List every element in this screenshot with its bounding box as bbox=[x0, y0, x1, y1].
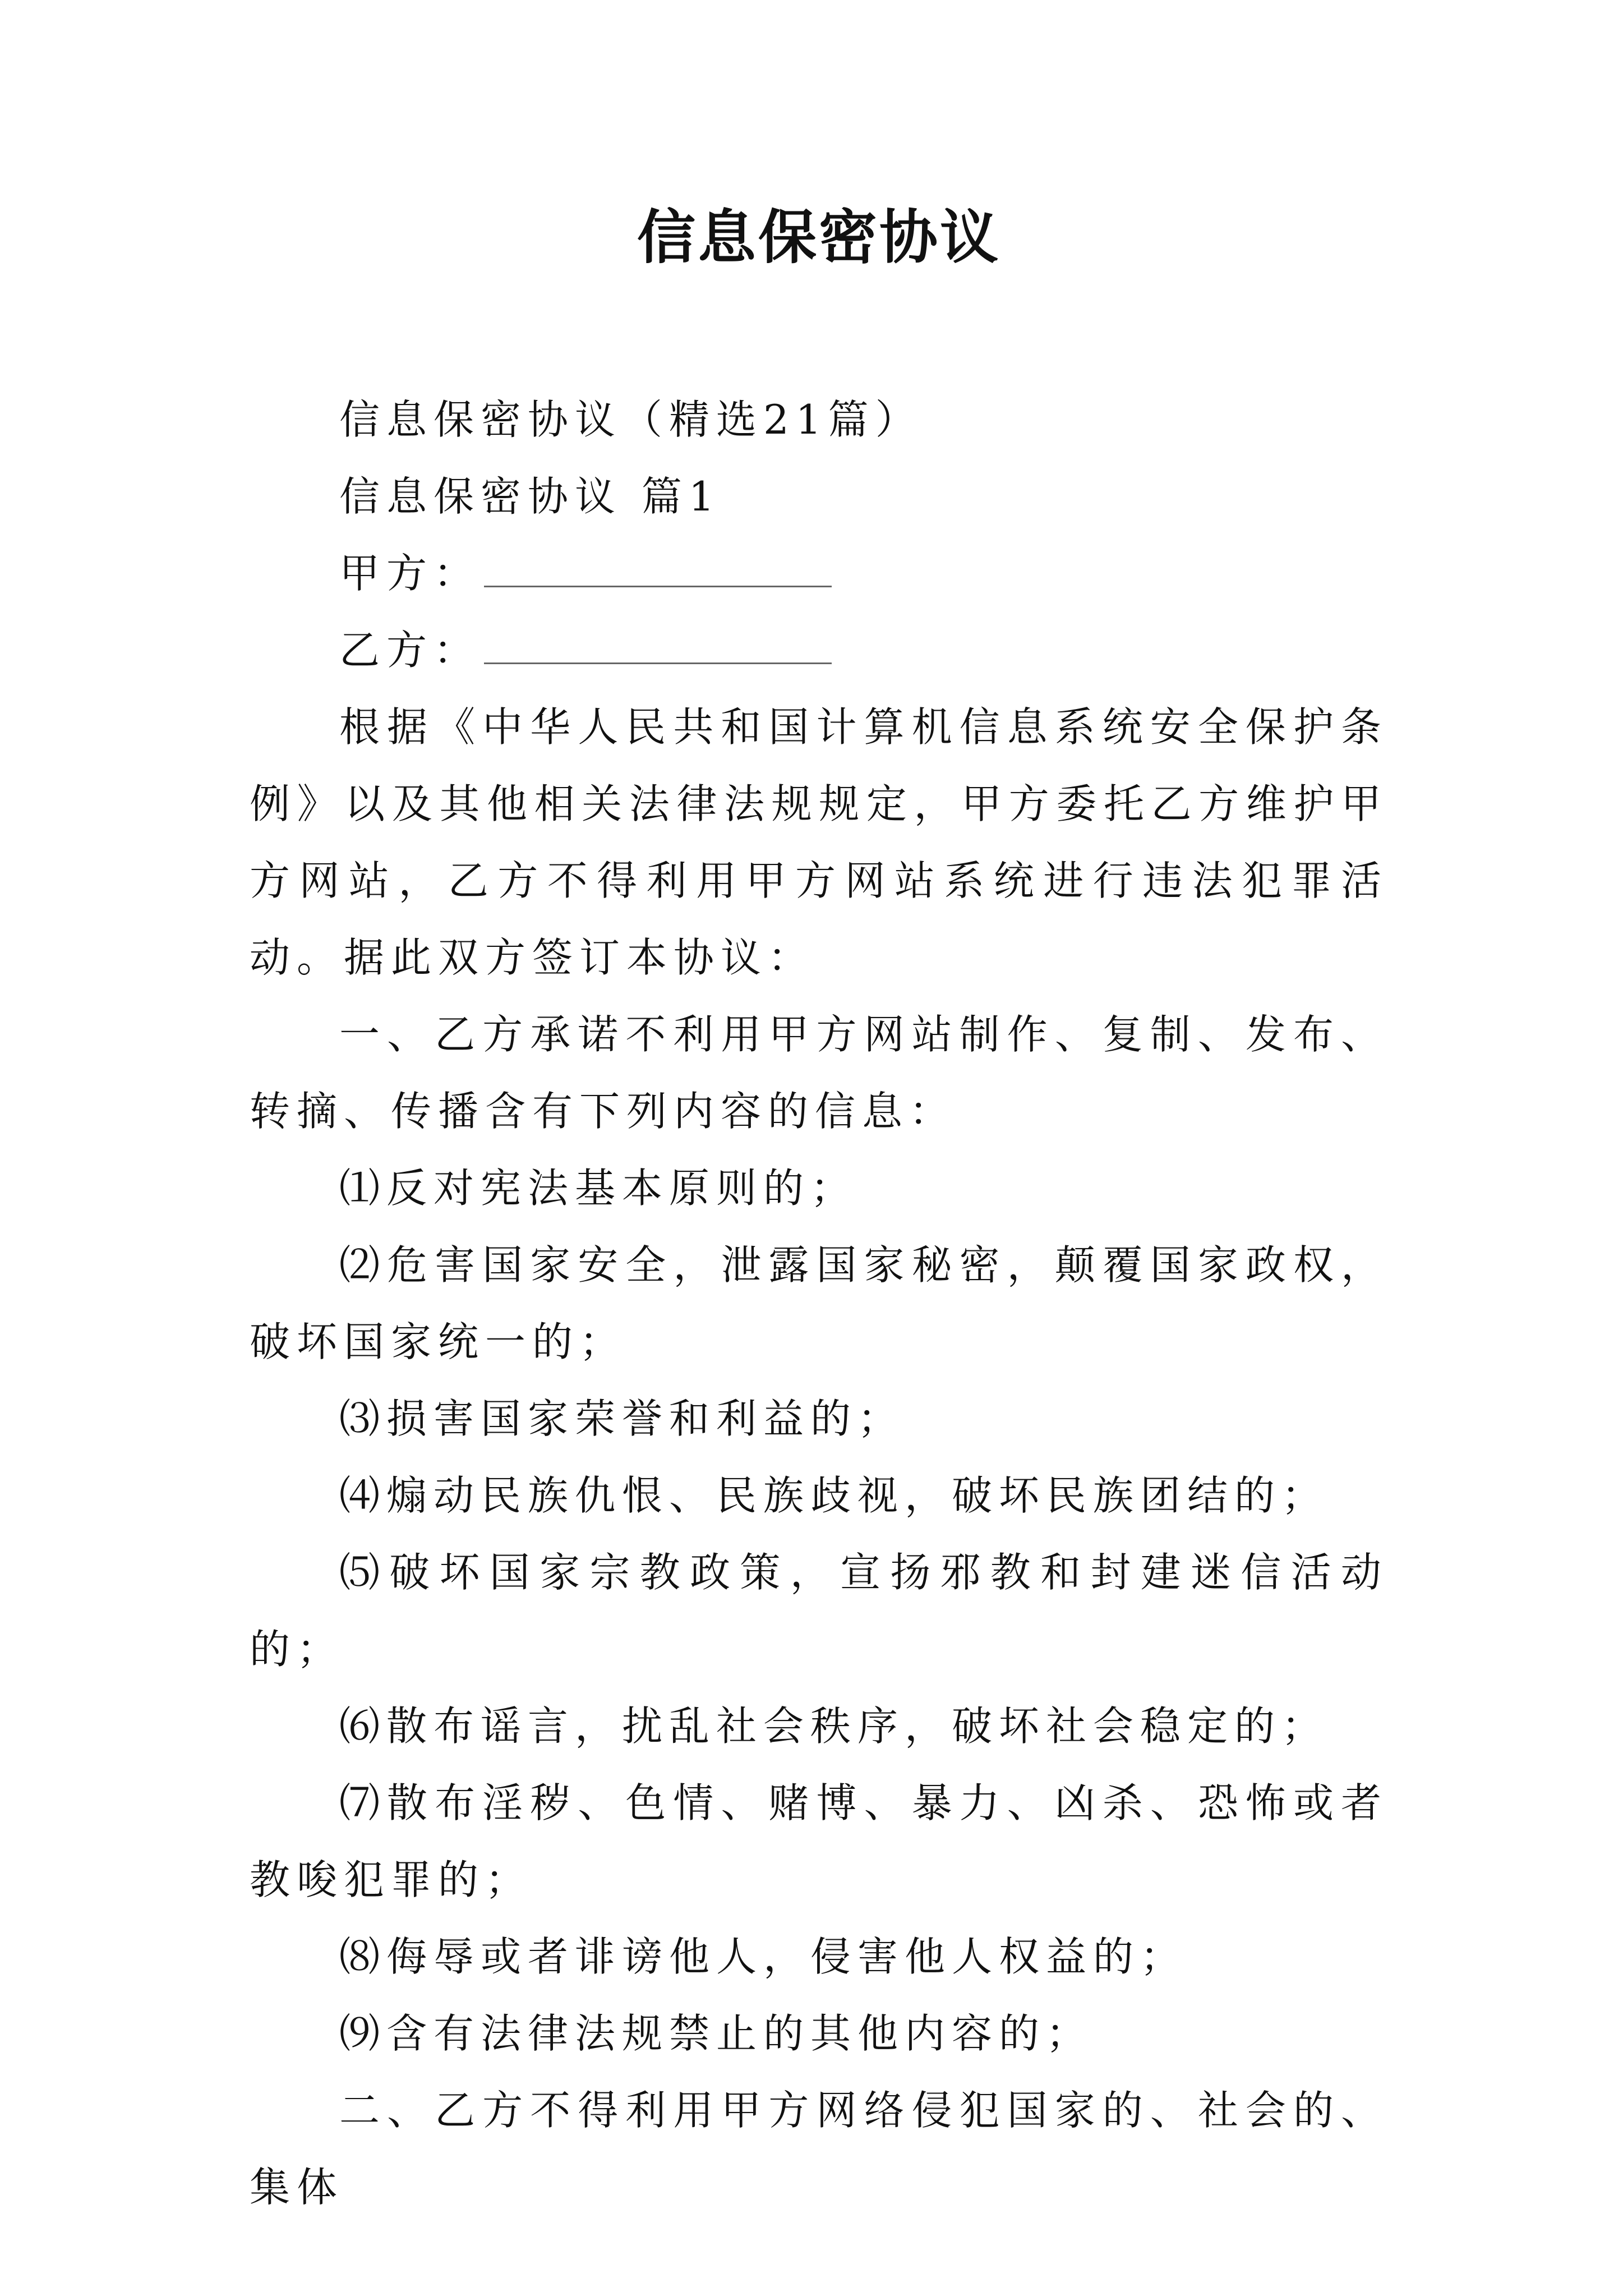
list-item: ⑶损害国家荣誉和利益的； bbox=[339, 1395, 905, 1442]
list-item: ⑸破坏国家宗教政策，宣扬邪教和封建迷信活动的； bbox=[250, 1549, 1388, 1673]
list-item: ⑼含有法律法规禁止的其他内容的； bbox=[339, 2010, 1094, 2057]
list-item: ⑹散布谣言，扰乱社会秩序，破坏社会稳定的； bbox=[339, 1703, 1329, 1750]
list-item: ⑷煽动民族仇恨、民族歧视，破坏民族团结的； bbox=[339, 1472, 1329, 1519]
document-title: 信息保密协议 bbox=[637, 203, 1000, 272]
party-b-label: 乙方： bbox=[339, 627, 481, 674]
list-item: ⑻侮辱或者诽谤他人，侵害他人权益的； bbox=[339, 1933, 1188, 1980]
party-a-blank bbox=[484, 554, 832, 587]
list-item: ⑴反对宪法基本原则的； bbox=[339, 1165, 858, 1212]
clause-two: 二、乙方不得利用甲方网络侵犯国家的、社会的、集体 bbox=[250, 2087, 1388, 2211]
section-heading: 信息保密协议 篇1 bbox=[339, 473, 721, 520]
document-body bbox=[250, 381, 1388, 2226]
party-a-line bbox=[250, 535, 1388, 612]
list-item: ⑵危害国家安全，泄露国家秘密，颠覆国家政权，破坏国家统一的； bbox=[250, 1241, 1388, 1365]
intro-paragraph: 根据《中华人民共和国计算机信息系统安全保护条例》以及其他相关法律法规规定，甲方委托乙方维护甲方网站，乙方不得利用甲方网站系统进行违法犯罪活动。据此双方签订本协议： bbox=[250, 703, 1388, 981]
list-item: ⑺散布淫秽、色情、赌博、暴力、凶杀、恐怖或者教唆犯罪的； bbox=[250, 1779, 1388, 1903]
party-b-line bbox=[250, 612, 1388, 689]
subtitle: 信息保密协议（精选21篇） bbox=[339, 396, 923, 443]
party-a-label: 甲方： bbox=[339, 550, 481, 597]
clause-one: 一、乙方承诺不利用甲方网站制作、复制、发布、转摘、传播含有下列内容的信息： bbox=[250, 1011, 1388, 1135]
party-b-blank bbox=[484, 631, 832, 664]
